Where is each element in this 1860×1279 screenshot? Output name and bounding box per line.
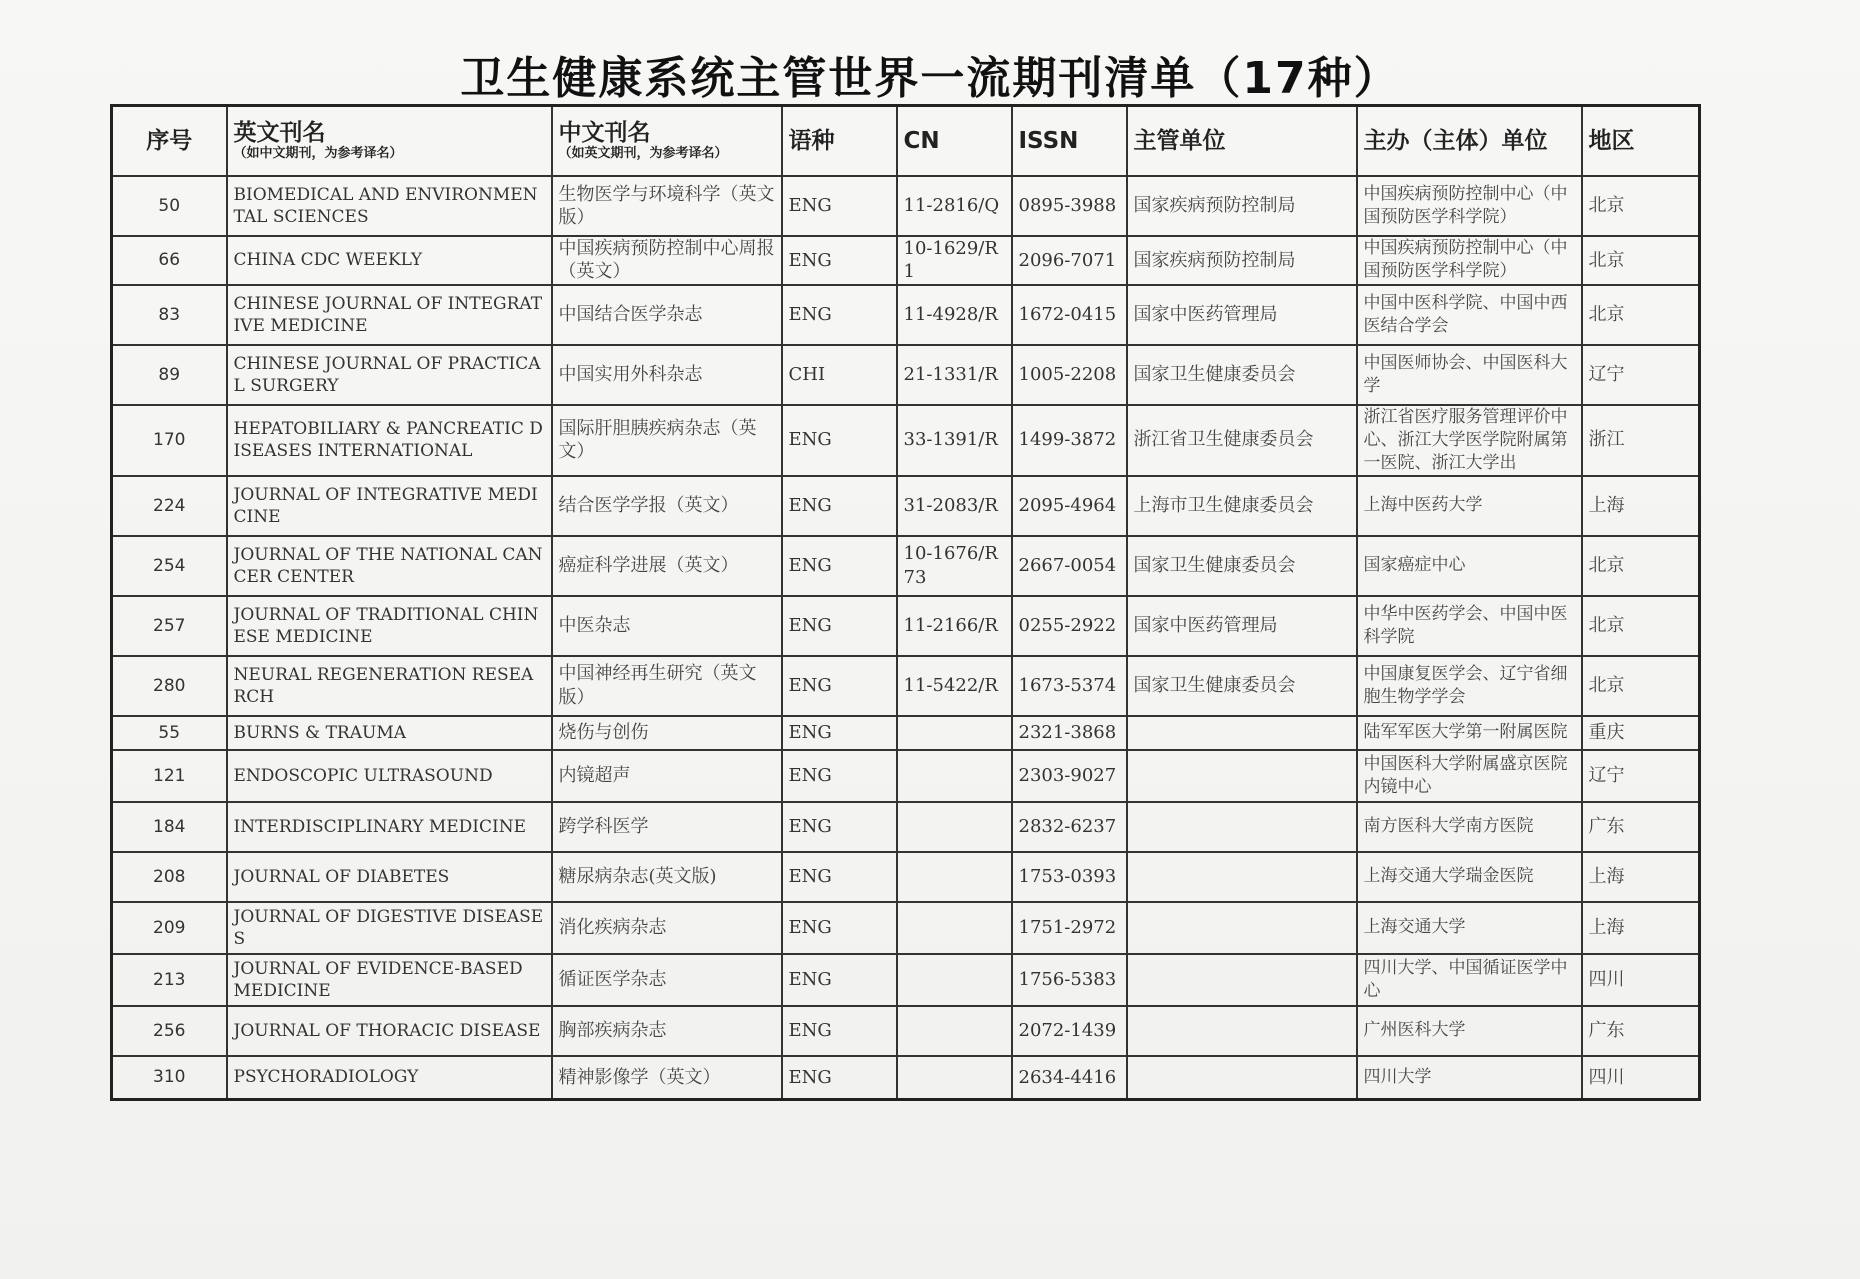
table-row (112, 176, 1700, 236)
supervisor-cell: 国家卫生健康委员会 (1127, 345, 1357, 405)
english-title-cell: JOURNAL OF THE NATIONAL CANCER CENTER (227, 536, 552, 596)
issn-number-cell: 1753-0393 (1012, 852, 1127, 902)
cn-number-cell: 11-4928/R (897, 285, 1012, 345)
host-organization-cell: 四川大学 (1357, 1056, 1582, 1100)
language-cell: ENG (782, 1006, 897, 1056)
row-number-cell: 310 (112, 1056, 227, 1100)
table-row (112, 750, 1700, 802)
journal-table (110, 104, 1701, 1101)
row-number-cell: 224 (112, 476, 227, 536)
chinese-title-cell: 结合医学学报（英文） (552, 476, 782, 536)
header-zh: 中文刊名 （如英文期刊，为参考译名） (552, 106, 782, 177)
region-cell: 四川 (1582, 954, 1700, 1006)
host-organization-cell: 中国疾病预防控制中心（中国预防医学科学院） (1357, 236, 1582, 285)
issn-number-cell: 2095-4964 (1012, 476, 1127, 536)
row-number-cell: 257 (112, 596, 227, 656)
table-row (112, 476, 1700, 536)
cn-number-cell (897, 1006, 1012, 1056)
chinese-title-cell: 国际肝胆胰疾病杂志（英文） (552, 405, 782, 476)
english-title-cell: JOURNAL OF EVIDENCE-BASED MEDICINE (227, 954, 552, 1006)
issn-number-cell: 1673-5374 (1012, 656, 1127, 716)
row-number-cell: 89 (112, 345, 227, 405)
host-organization-cell: 中国疾病预防控制中心（中国预防医学科学院） (1357, 176, 1582, 236)
english-title-cell: ENDOSCOPIC ULTRASOUND (227, 750, 552, 802)
row-number-cell: 208 (112, 852, 227, 902)
region-cell: 辽宁 (1582, 750, 1700, 802)
cn-number-cell: 11-2816/Q (897, 176, 1012, 236)
region-cell: 北京 (1582, 176, 1700, 236)
chinese-title-cell: 癌症科学进展（英文） (552, 536, 782, 596)
table-row (112, 285, 1700, 345)
language-cell: ENG (782, 902, 897, 954)
table-header-row (112, 106, 1700, 177)
issn-number-cell: 2832-6237 (1012, 802, 1127, 852)
cn-number-cell: 11-5422/R (897, 656, 1012, 716)
row-number-cell: 254 (112, 536, 227, 596)
language-cell: ENG (782, 852, 897, 902)
host-organization-cell: 四川大学、中国循证医学中心 (1357, 954, 1582, 1006)
language-cell: CHI (782, 345, 897, 405)
host-organization-cell: 广州医科大学 (1357, 1006, 1582, 1056)
region-cell: 上海 (1582, 902, 1700, 954)
host-organization-cell: 浙江省医疗服务管理评价中心、浙江大学医学院附属第一医院、浙江大学出 (1357, 405, 1582, 476)
chinese-title-cell: 糖尿病杂志(英文版) (552, 852, 782, 902)
issn-number-cell: 1005-2208 (1012, 345, 1127, 405)
issn-number-cell: 1672-0415 (1012, 285, 1127, 345)
table-row (112, 236, 1700, 285)
english-title-cell: CHINA CDC WEEKLY (227, 236, 552, 285)
table-row (112, 596, 1700, 656)
host-organization-cell: 上海交通大学瑞金医院 (1357, 852, 1582, 902)
region-cell: 上海 (1582, 476, 1700, 536)
chinese-title-cell: 中国实用外科杂志 (552, 345, 782, 405)
chinese-title-cell: 中国神经再生研究（英文版） (552, 656, 782, 716)
language-cell: ENG (782, 285, 897, 345)
header-zh-note: （如英文期刊，为参考译名） (558, 146, 728, 162)
table-row (112, 852, 1700, 902)
table-row (112, 802, 1700, 852)
english-title-cell: JOURNAL OF DIABETES (227, 852, 552, 902)
table-row (112, 902, 1700, 954)
row-number-cell: 213 (112, 954, 227, 1006)
header-issn: ISSN (1012, 106, 1127, 177)
row-number-cell: 184 (112, 802, 227, 852)
cn-number-cell: 10-1676/R73 (897, 536, 1012, 596)
supervisor-cell: 国家卫生健康委员会 (1127, 536, 1357, 596)
row-number-cell: 280 (112, 656, 227, 716)
host-organization-cell: 中国医师协会、中国医科大学 (1357, 345, 1582, 405)
header-en: 英文刊名 （如中文期刊，为参考译名） (227, 106, 552, 177)
english-title-cell: HEPATOBILIARY & PANCREATIC DISEASES INTERNATIONAL (227, 405, 552, 476)
region-cell: 北京 (1582, 656, 1700, 716)
cn-number-cell: 31-2083/R (897, 476, 1012, 536)
supervisor-cell (1127, 802, 1357, 852)
english-title-cell: CHINESE JOURNAL OF INTEGRATIVE MEDICINE (227, 285, 552, 345)
supervisor-cell: 国家卫生健康委员会 (1127, 656, 1357, 716)
language-cell: ENG (782, 802, 897, 852)
region-cell: 四川 (1582, 1056, 1700, 1100)
page-title: 卫生健康系统主管世界一流期刊清单（17种） (460, 53, 1400, 104)
supervisor-cell (1127, 1006, 1357, 1056)
english-title-cell: NEURAL REGENERATION RESEARCH (227, 656, 552, 716)
issn-number-cell: 2303-9027 (1012, 750, 1127, 802)
region-cell: 广东 (1582, 1006, 1700, 1056)
region-cell: 重庆 (1582, 716, 1700, 750)
issn-number-cell: 2667-0054 (1012, 536, 1127, 596)
table-row (112, 405, 1700, 476)
host-organization-cell: 中国医科大学附属盛京医院内镜中心 (1357, 750, 1582, 802)
language-cell: ENG (782, 750, 897, 802)
english-title-cell: CHINESE JOURNAL OF PRACTICAL SURGERY (227, 345, 552, 405)
region-cell: 北京 (1582, 596, 1700, 656)
english-title-cell: INTERDISCIPLINARY MEDICINE (227, 802, 552, 852)
issn-number-cell: 1756-5383 (1012, 954, 1127, 1006)
chinese-title-cell: 内镜超声 (552, 750, 782, 802)
english-title-cell: JOURNAL OF DIGESTIVE DISEASES (227, 902, 552, 954)
issn-number-cell: 2321-3868 (1012, 716, 1127, 750)
cn-number-cell: 10-1629/R1 (897, 236, 1012, 285)
region-cell: 辽宁 (1582, 345, 1700, 405)
host-organization-cell: 上海中医药大学 (1357, 476, 1582, 536)
supervisor-cell (1127, 954, 1357, 1006)
chinese-title-cell: 循证医学杂志 (552, 954, 782, 1006)
supervisor-cell: 国家疾病预防控制局 (1127, 236, 1357, 285)
row-number-cell: 50 (112, 176, 227, 236)
english-title-cell: BURNS & TRAUMA (227, 716, 552, 750)
header-supervisor: 主管单位 (1127, 106, 1357, 177)
chinese-title-cell: 胸部疾病杂志 (552, 1006, 782, 1056)
header-no: 序号 (112, 106, 227, 177)
english-title-cell: BIOMEDICAL AND ENVIRONMENTAL SCIENCES (227, 176, 552, 236)
table-row (112, 656, 1700, 716)
host-organization-cell: 陆军军医大学第一附属医院 (1357, 716, 1582, 750)
language-cell: ENG (782, 536, 897, 596)
table-row (112, 1006, 1700, 1056)
supervisor-cell (1127, 902, 1357, 954)
cn-number-cell: 21-1331/R (897, 345, 1012, 405)
cn-number-cell (897, 802, 1012, 852)
issn-number-cell: 2634-4416 (1012, 1056, 1127, 1100)
row-number-cell: 55 (112, 716, 227, 750)
cn-number-cell: 33-1391/R (897, 405, 1012, 476)
issn-number-cell: 0255-2922 (1012, 596, 1127, 656)
cn-number-cell: 11-2166/R (897, 596, 1012, 656)
english-title-cell: PSYCHORADIOLOGY (227, 1056, 552, 1100)
row-number-cell: 209 (112, 902, 227, 954)
region-cell: 北京 (1582, 236, 1700, 285)
header-en-note: （如中文期刊，为参考译名） (233, 146, 403, 162)
cn-number-cell (897, 954, 1012, 1006)
header-region: 地区 (1582, 106, 1700, 177)
cn-number-cell (897, 1056, 1012, 1100)
header-cn: CN (897, 106, 1012, 177)
host-organization-cell: 国家癌症中心 (1357, 536, 1582, 596)
supervisor-cell (1127, 716, 1357, 750)
cn-number-cell (897, 852, 1012, 902)
cn-number-cell (897, 716, 1012, 750)
chinese-title-cell: 中医杂志 (552, 596, 782, 656)
table-row (112, 1056, 1700, 1100)
language-cell: ENG (782, 716, 897, 750)
table-row (112, 536, 1700, 596)
host-organization-cell: 南方医科大学南方医院 (1357, 802, 1582, 852)
issn-number-cell: 1499-3872 (1012, 405, 1127, 476)
row-number-cell: 121 (112, 750, 227, 802)
issn-number-cell: 1751-2972 (1012, 902, 1127, 954)
english-title-cell: JOURNAL OF INTEGRATIVE MEDICINE (227, 476, 552, 536)
host-organization-cell: 中国康复医学会、辽宁省细胞生物学学会 (1357, 656, 1582, 716)
region-cell: 北京 (1582, 536, 1700, 596)
chinese-title-cell: 精神影像学（英文） (552, 1056, 782, 1100)
supervisor-cell: 国家中医药管理局 (1127, 285, 1357, 345)
language-cell: ENG (782, 236, 897, 285)
host-organization-cell: 上海交通大学 (1357, 902, 1582, 954)
region-cell: 北京 (1582, 285, 1700, 345)
chinese-title-cell: 烧伤与创伤 (552, 716, 782, 750)
supervisor-cell: 浙江省卫生健康委员会 (1127, 405, 1357, 476)
supervisor-cell: 上海市卫生健康委员会 (1127, 476, 1357, 536)
region-cell: 上海 (1582, 852, 1700, 902)
language-cell: ENG (782, 656, 897, 716)
supervisor-cell (1127, 1056, 1357, 1100)
region-cell: 浙江 (1582, 405, 1700, 476)
language-cell: ENG (782, 176, 897, 236)
chinese-title-cell: 跨学科医学 (552, 802, 782, 852)
language-cell: ENG (782, 954, 897, 1006)
chinese-title-cell: 消化疾病杂志 (552, 902, 782, 954)
chinese-title-cell: 中国疾病预防控制中心周报（英文） (552, 236, 782, 285)
supervisor-cell: 国家疾病预防控制局 (1127, 176, 1357, 236)
header-lang: 语种 (782, 106, 897, 177)
table-row (112, 954, 1700, 1006)
header-host: 主办（主体）单位 (1357, 106, 1582, 177)
supervisor-cell (1127, 750, 1357, 802)
row-number-cell: 170 (112, 405, 227, 476)
row-number-cell: 66 (112, 236, 227, 285)
language-cell: ENG (782, 476, 897, 536)
row-number-cell: 256 (112, 1006, 227, 1056)
cn-number-cell (897, 750, 1012, 802)
region-cell: 广东 (1582, 802, 1700, 852)
table-row (112, 345, 1700, 405)
issn-number-cell: 2096-7071 (1012, 236, 1127, 285)
table-row (112, 716, 1700, 750)
english-title-cell: JOURNAL OF THORACIC DISEASE (227, 1006, 552, 1056)
host-organization-cell: 中国中医科学院、中国中西医结合学会 (1357, 285, 1582, 345)
issn-number-cell: 2072-1439 (1012, 1006, 1127, 1056)
chinese-title-cell: 中国结合医学杂志 (552, 285, 782, 345)
language-cell: ENG (782, 1056, 897, 1100)
english-title-cell: JOURNAL OF TRADITIONAL CHINESE MEDICINE (227, 596, 552, 656)
language-cell: ENG (782, 596, 897, 656)
cn-number-cell (897, 902, 1012, 954)
row-number-cell: 83 (112, 285, 227, 345)
host-organization-cell: 中华中医药学会、中国中医科学院 (1357, 596, 1582, 656)
supervisor-cell (1127, 852, 1357, 902)
supervisor-cell: 国家中医药管理局 (1127, 596, 1357, 656)
chinese-title-cell: 生物医学与环境科学（英文版） (552, 176, 782, 236)
issn-number-cell: 0895-3988 (1012, 176, 1127, 236)
language-cell: ENG (782, 405, 897, 476)
